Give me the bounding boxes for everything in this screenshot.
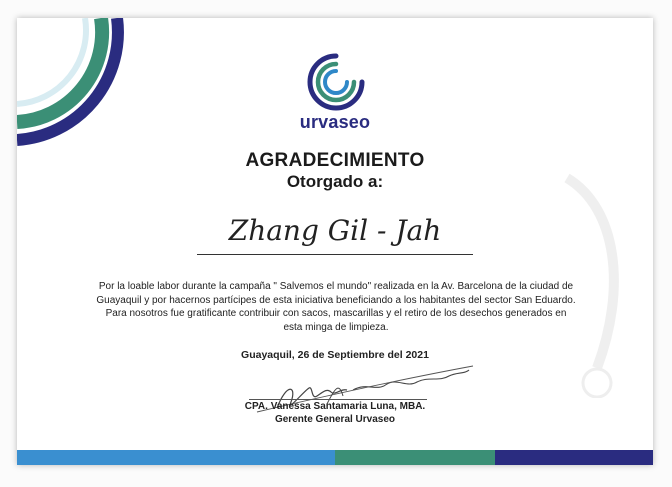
- bar-segment-blue: [17, 450, 335, 465]
- brand-name: urvaseo: [299, 112, 371, 132]
- bar-segment-teal: [335, 450, 495, 465]
- certificate-subtitle: Otorgado a:: [286, 172, 384, 191]
- certificate-date: Guayaquil, 26 de Septiembre del 2021: [241, 349, 429, 361]
- certificate-body: Por la loable labor durante la campaña " Salvemos el mundo" realizada en la Av. Barcelona de la ciudad de Guayaquil y por hacernos partícipes de esta iniciativa beneficiando a los habitantes del sector San Eduardo. Para nosotros fue gratificante contribuir con sacos, mascarillas y el retiro de los desechos generados en esta minga de limpieza.: [96, 281, 576, 333]
- swirl-logo-icon: [301, 52, 371, 112]
- signature-line: [249, 399, 427, 400]
- signer-name: CPA. Vanessa Santamaria Luna, MBA.: [244, 401, 426, 412]
- recipient-name: Zhang Gil - Jah: [228, 214, 442, 247]
- signer-role: Gerente General Urvaseo: [274, 414, 396, 425]
- recipient-underline: [197, 254, 473, 255]
- brand-logo: [301, 52, 371, 112]
- certificate: [17, 18, 653, 465]
- certificate-title: AGRADECIMIENTO: [245, 150, 425, 171]
- bottom-color-bar: [17, 450, 653, 465]
- bar-segment-navy: [495, 450, 653, 465]
